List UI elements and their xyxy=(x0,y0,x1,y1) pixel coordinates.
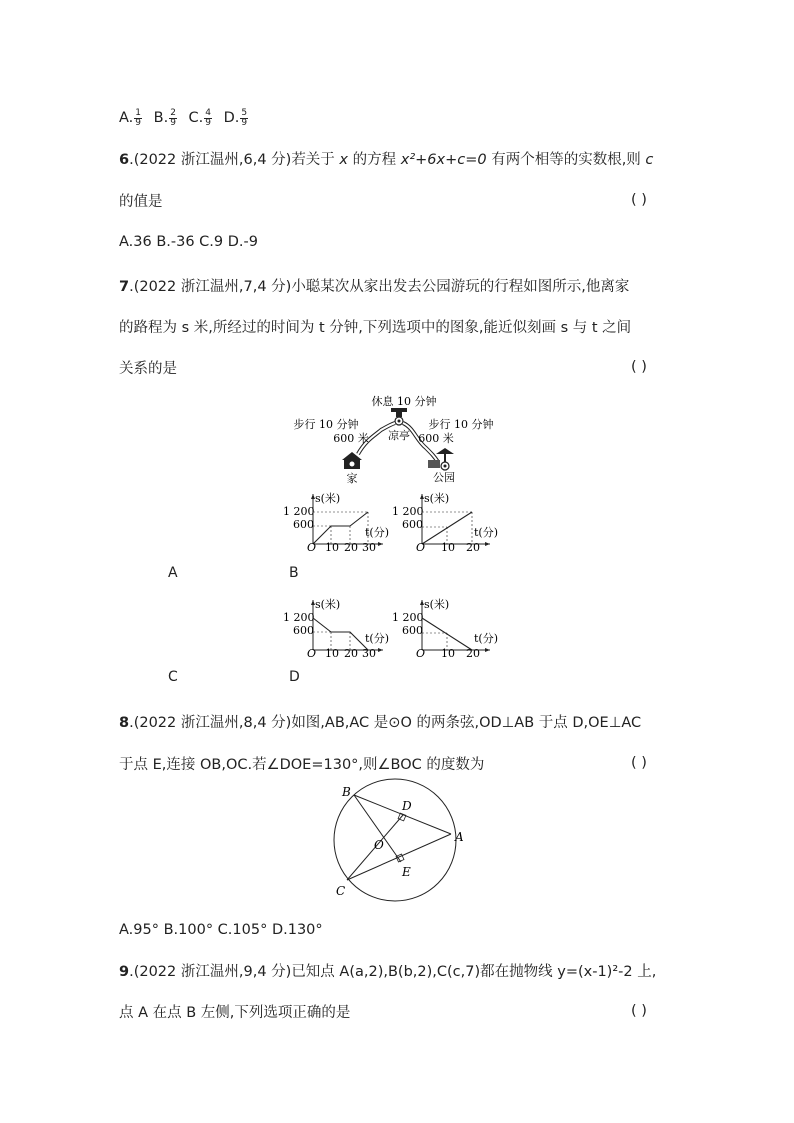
svg-text:O: O xyxy=(307,541,317,554)
q6-line-1: 6.(2022 浙江温州,6,4 分)若关于 x 的方程 x²+6x+c=0 有两个相等的实数根,则 c xyxy=(119,152,654,168)
q5-option-a: A. $\frac{1}{9}$ xyxy=(119,107,142,128)
q9-source: .(2022 浙江温州,9,4 分) xyxy=(129,964,292,980)
svg-text:30: 30 xyxy=(362,647,376,660)
q7-answer-paren: ( ) xyxy=(631,359,647,375)
option-label-d: D xyxy=(289,669,300,685)
svg-text:t(分): t(分) xyxy=(474,526,499,539)
q7-number: 7 xyxy=(119,279,130,295)
svg-text:1 200: 1 200 xyxy=(392,505,424,518)
q9-line-2: 点 A 在点 B 左侧,下列选项正确的是 xyxy=(119,1005,351,1021)
q6-options: A.36 B.-36 C.9 D.-9 xyxy=(119,234,258,250)
svg-text:t(分): t(分) xyxy=(365,632,390,645)
option-label-c: C xyxy=(168,669,178,685)
svg-text:C: C xyxy=(336,884,346,898)
map-home-label: 家 xyxy=(346,472,358,485)
svg-text:20: 20 xyxy=(466,541,480,554)
svg-text:600: 600 xyxy=(293,624,314,637)
pavilion-roof-icon xyxy=(391,408,407,412)
map-dist-right: 600 米 xyxy=(418,432,454,445)
option-label-a: A xyxy=(168,565,178,581)
q6-number: 6 xyxy=(119,152,130,168)
graph-b xyxy=(390,490,499,554)
svg-text:s(米): s(米) xyxy=(315,598,341,611)
svg-text:B: B xyxy=(342,785,351,799)
graph-c-line xyxy=(313,618,368,650)
svg-text:s(米): s(米) xyxy=(424,598,450,611)
q5-option-c: C. $\frac{4}{9}$ xyxy=(188,107,211,128)
svg-text:E: E xyxy=(402,865,411,879)
q5-option-d: D. $\frac{5}{9}$ xyxy=(223,107,248,128)
q8-source: .(2022 浙江温州,8,4 分) xyxy=(129,715,292,731)
svg-text:600: 600 xyxy=(402,518,423,531)
svg-text:20: 20 xyxy=(466,647,480,660)
q6-answer-paren: ( ) xyxy=(631,192,647,208)
q8-line-1: 8.(2022 浙江温州,8,4 分)如图,AB,AC 是⊙O 的两条弦,OD⊥AB 于点 D,OE⊥AC xyxy=(119,715,642,731)
q8-circle-figure xyxy=(320,783,470,905)
svg-text:10: 10 xyxy=(325,647,339,660)
q8-line-2: 于点 E,连接 OB,OC.若∠DOE=130°,则∠BOC 的度数为 xyxy=(119,757,485,773)
q7-line-1: 7.(2022 浙江温州,7,4 分)小聪某次从家出发去公园游玩的行程如图所示,他离家 xyxy=(119,279,630,295)
q7-line-2: 的路程为 s 米,所经过的时间为 t 分钟,下列选项中的图象,能近似刻画 s 与 t 之间 xyxy=(119,320,632,336)
graph-d xyxy=(390,596,499,660)
map-park-label: 公园 xyxy=(433,471,455,484)
svg-text:10: 10 xyxy=(441,647,455,660)
q5-options xyxy=(119,108,255,128)
q9-number: 9 xyxy=(119,964,130,980)
svg-text:600: 600 xyxy=(293,518,314,531)
q8-number: 8 xyxy=(119,715,130,731)
svg-text:10: 10 xyxy=(325,541,339,554)
svg-text:D: D xyxy=(402,799,412,813)
svg-text:A: A xyxy=(455,830,464,844)
svg-text:10: 10 xyxy=(441,541,455,554)
svg-text:20: 20 xyxy=(344,647,358,660)
graph-a xyxy=(283,490,388,552)
q6-source: .(2022 浙江温州,6,4 分) xyxy=(129,152,292,168)
map-walk-left: 步行 10 分钟 xyxy=(293,418,359,431)
svg-text:1 200: 1 200 xyxy=(283,611,315,624)
chord-ac xyxy=(347,834,451,880)
svg-text:30: 30 xyxy=(362,541,376,554)
svg-text:t(分): t(分) xyxy=(365,526,390,539)
map-rest-label: 休息 10 分钟 xyxy=(371,395,437,408)
map-walk-right: 步行 10 分钟 xyxy=(428,418,494,431)
q9-line-1: 9.(2022 浙江温州,9,4 分)已知点 A(a,2),B(b,2),C(c,7)都在抛物线 y=(x-1)²-2 上, xyxy=(119,964,657,980)
graph-c xyxy=(283,596,388,658)
q6-equation: x²+6x+c=0 xyxy=(400,152,487,168)
q7-route-map xyxy=(293,388,506,488)
svg-text:O: O xyxy=(416,647,426,660)
svg-text:O: O xyxy=(374,838,384,852)
map-dist-left: 600 米 xyxy=(333,432,369,445)
q8-options: A.95° B.100° C.105° D.130° xyxy=(119,922,323,938)
svg-text:600: 600 xyxy=(402,624,423,637)
svg-text:1 200: 1 200 xyxy=(392,611,424,624)
graph-a-line xyxy=(313,512,368,544)
svg-text:t(分): t(分) xyxy=(474,632,499,645)
map-pavilion-label: 凉亭 xyxy=(388,429,410,442)
q7-source: .(2022 浙江温州,7,4 分) xyxy=(129,279,292,295)
q8-answer-paren: ( ) xyxy=(631,755,647,771)
q6-line-2: 的值是 xyxy=(119,194,163,210)
svg-text:s(米): s(米) xyxy=(424,492,450,505)
q7-line-3: 关系的是 xyxy=(119,361,177,377)
svg-text:O: O xyxy=(416,541,426,554)
svg-text:1 200: 1 200 xyxy=(283,505,315,518)
svg-text:O: O xyxy=(307,647,317,660)
svg-text:20: 20 xyxy=(344,541,358,554)
q9-answer-paren: ( ) xyxy=(631,1003,647,1019)
svg-text:s(米): s(米) xyxy=(315,492,341,505)
option-label-b: B xyxy=(289,565,299,581)
q5-option-b: B. $\frac{2}{9}$ xyxy=(153,107,176,128)
